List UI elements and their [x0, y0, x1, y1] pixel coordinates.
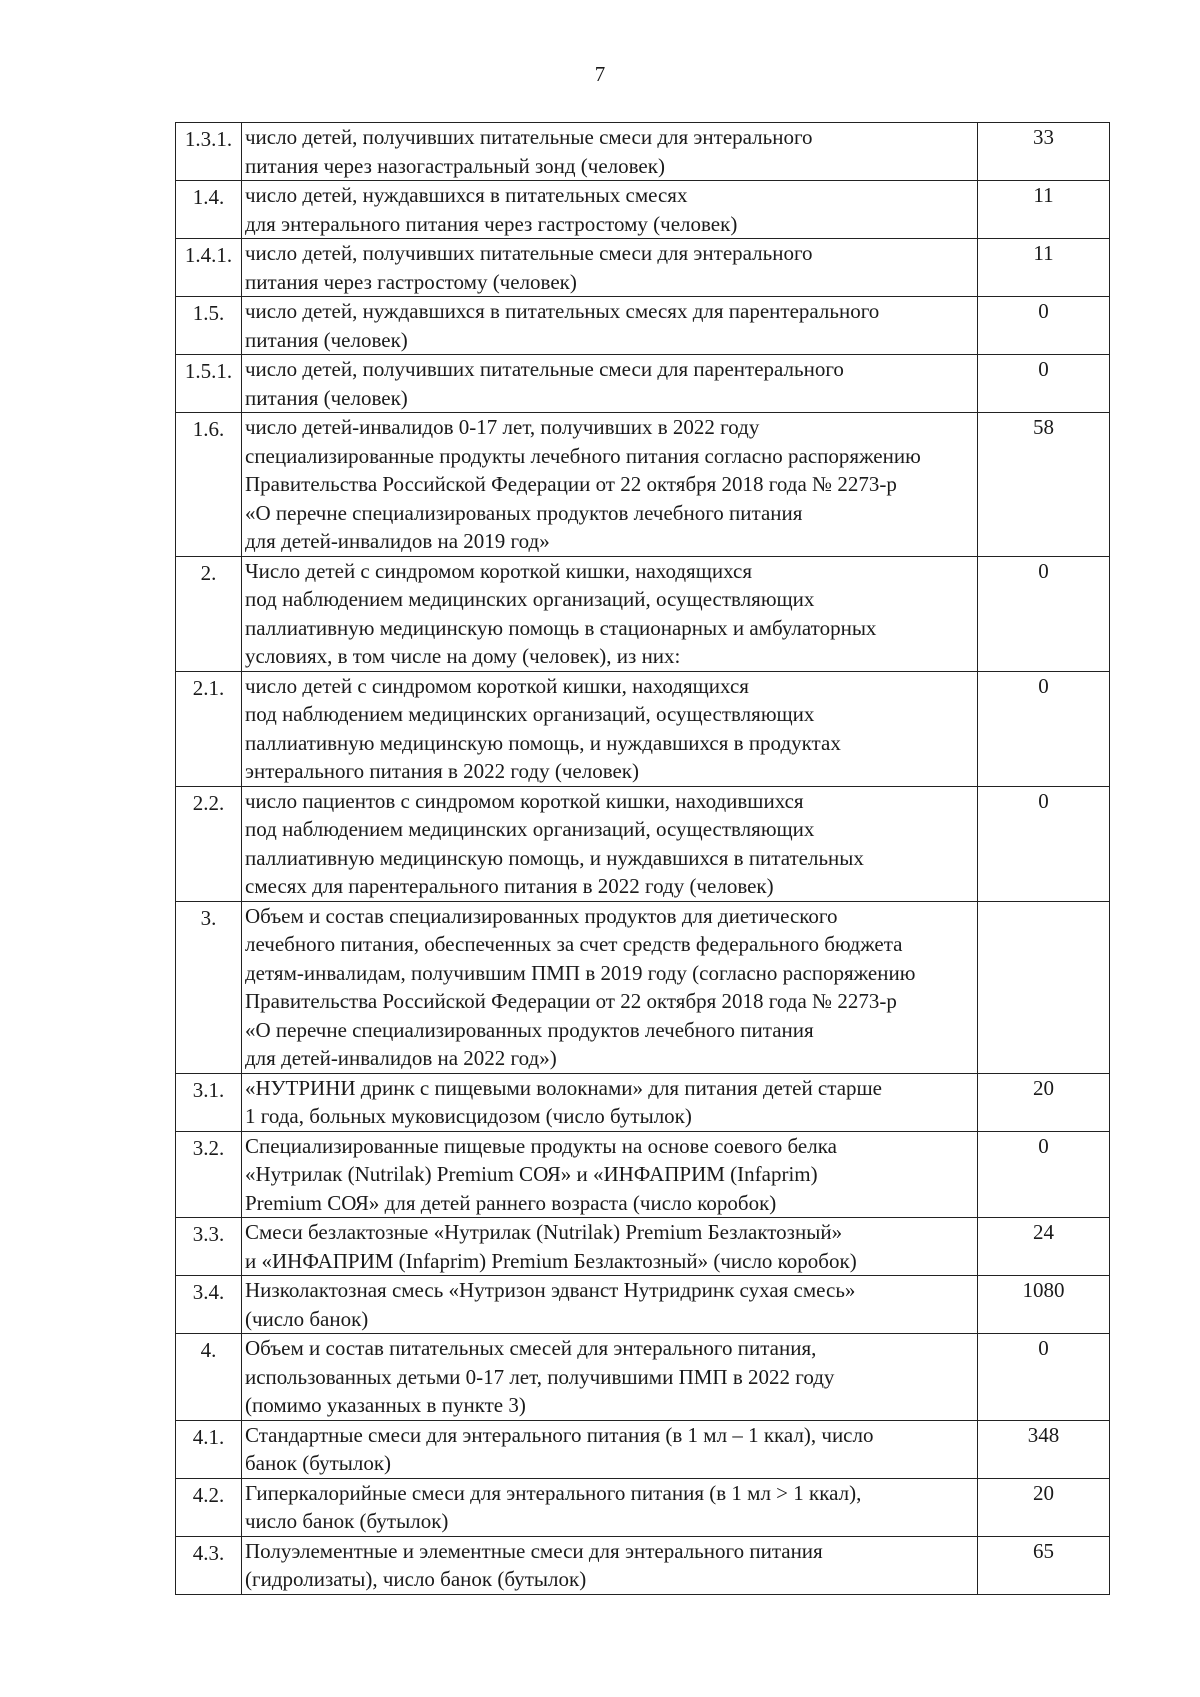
row-value: 0: [978, 556, 1110, 671]
row-description: Стандартные смеси для энтерального питания (в 1 мл – 1 ккал), число банок (бутылок): [242, 1420, 978, 1478]
row-number: 2.2.: [176, 786, 242, 901]
table-body: [176, 123, 1110, 1595]
row-description: Специализированные пищевые продукты на основе соевого белка «Нутрилак (Nutrilak) Premium СОЯ» и «ИНФАПРИМ (Infaprim) Premium СОЯ» для детей раннего возраста (число коробок): [242, 1131, 978, 1218]
row-value: 58: [978, 413, 1110, 557]
row-number: 1.4.1.: [176, 239, 242, 297]
row-number: 4.1.: [176, 1420, 242, 1478]
row-value: 24: [978, 1218, 1110, 1276]
table-row: [176, 556, 1110, 671]
table-row: [176, 181, 1110, 239]
row-number: 3.3.: [176, 1218, 242, 1276]
row-description: число детей, получивших питательные смеси для энтерального питания через гастростому (человек): [242, 239, 978, 297]
row-number: 3.: [176, 901, 242, 1073]
table-row: [176, 1073, 1110, 1131]
row-value: 0: [978, 1131, 1110, 1218]
row-number: 4.3.: [176, 1536, 242, 1594]
row-description: Объем и состав специализированных продуктов для диетического лечебного питания, обеспеченных за счет средств федерального бюджета детям-инвалидам, получившим ПМП в 2019 году (согласно распоряжению Правительства Российской Федерации от 22 октября 2018 года № 2273-р «О перечне специализированных продуктов лечебного питания для детей-инвалидов на 2022 год»): [242, 901, 978, 1073]
table-row: [176, 671, 1110, 786]
row-description: Смеси безлактозные «Нутрилак (Nutrilak) Premium Безлактозный» и «ИНФАПРИМ (Infaprim) Premium Безлактозный» (число коробок): [242, 1218, 978, 1276]
row-value: 11: [978, 239, 1110, 297]
table-row: [176, 123, 1110, 181]
row-number: 3.2.: [176, 1131, 242, 1218]
table-row: [176, 413, 1110, 557]
row-value: 65: [978, 1536, 1110, 1594]
row-number: 1.6.: [176, 413, 242, 557]
table-row: [176, 1218, 1110, 1276]
table-row: [176, 1536, 1110, 1594]
data-table: [175, 122, 1110, 1595]
row-value: [978, 901, 1110, 1073]
page-number: 7: [594, 62, 606, 86]
row-number: 1.3.1.: [176, 123, 242, 181]
row-value: 33: [978, 123, 1110, 181]
row-description: Низколактозная смесь «Нутризон эдванст Нутридринк сухая смесь» (число банок): [242, 1276, 978, 1334]
table-row: [176, 1420, 1110, 1478]
row-description: «НУТРИНИ дринк с пищевыми волокнами» для питания детей старше 1 года, больных муковисцидозом (число бутылок): [242, 1073, 978, 1131]
row-description: число детей, получивших питательные смеси для парентерального питания (человек): [242, 355, 978, 413]
row-description: Гиперкалорийные смеси для энтерального питания (в 1 мл > 1 ккал), число банок (бутылок): [242, 1478, 978, 1536]
table-row: [176, 786, 1110, 901]
table-row: [176, 355, 1110, 413]
row-number: 4.2.: [176, 1478, 242, 1536]
row-description: число детей-инвалидов 0-17 лет, получивших в 2022 году специализированные продукты лечебного питания согласно распоряжению Правительства Российской Федерации от 22 октября 2018 года № 2273-р «О перечне специализированых продуктов лечебного питания для детей-инвалидов на 2019 год»: [242, 413, 978, 557]
row-number: 3.1.: [176, 1073, 242, 1131]
row-value: 11: [978, 181, 1110, 239]
row-number: 1.4.: [176, 181, 242, 239]
row-description: Число детей с синдромом короткой кишки, находящихся под наблюдением медицинских организаций, осуществляющих паллиативную медицинскую помощь в стационарных и амбулаторных условиях, в том числе на дому (человек), из них:: [242, 556, 978, 671]
row-value: 0: [978, 786, 1110, 901]
row-description: число детей, нуждавшихся в питательных смесях для энтерального питания через гастростому (человек): [242, 181, 978, 239]
table-row: [176, 1131, 1110, 1218]
row-description: число детей, получивших питательные смеси для энтерального питания через назогастральный зонд (человек): [242, 123, 978, 181]
table-row: [176, 1334, 1110, 1421]
row-number: 4.: [176, 1334, 242, 1421]
row-value: 348: [978, 1420, 1110, 1478]
row-description: число детей с синдромом короткой кишки, находящихся под наблюдением медицинских организаций, осуществляющих паллиативную медицинскую помощь, и нуждавшихся в продуктах энтерального питания в 2022 году (человек): [242, 671, 978, 786]
row-number: 1.5.1.: [176, 355, 242, 413]
row-value: 20: [978, 1073, 1110, 1131]
table-row: [176, 297, 1110, 355]
row-value: 0: [978, 671, 1110, 786]
row-number: 2.1.: [176, 671, 242, 786]
row-value: 0: [978, 355, 1110, 413]
row-description: число пациентов с синдромом короткой кишки, находившихся под наблюдением медицинских организаций, осуществляющих паллиативную медицинскую помощь, и нуждавшихся в питательных смесях для парентерального питания в 2022 году (человек): [242, 786, 978, 901]
row-value: 0: [978, 297, 1110, 355]
table-row: [176, 901, 1110, 1073]
table-row: [176, 1478, 1110, 1536]
row-value: 0: [978, 1334, 1110, 1421]
row-value: 20: [978, 1478, 1110, 1536]
row-number: 1.5.: [176, 297, 242, 355]
table-row: [176, 239, 1110, 297]
table-row: [176, 1276, 1110, 1334]
row-value: 1080: [978, 1276, 1110, 1334]
row-description: Полуэлементные и элементные смеси для энтерального питания (гидролизаты), число банок (бутылок): [242, 1536, 978, 1594]
row-description: Объем и состав питательных смесей для энтерального питания, использованных детьми 0-17 лет, получившими ПМП в 2022 году (помимо указанных в пункте 3): [242, 1334, 978, 1421]
row-number: 3.4.: [176, 1276, 242, 1334]
row-number: 2.: [176, 556, 242, 671]
row-description: число детей, нуждавшихся в питательных смесях для парентерального питания (человек): [242, 297, 978, 355]
